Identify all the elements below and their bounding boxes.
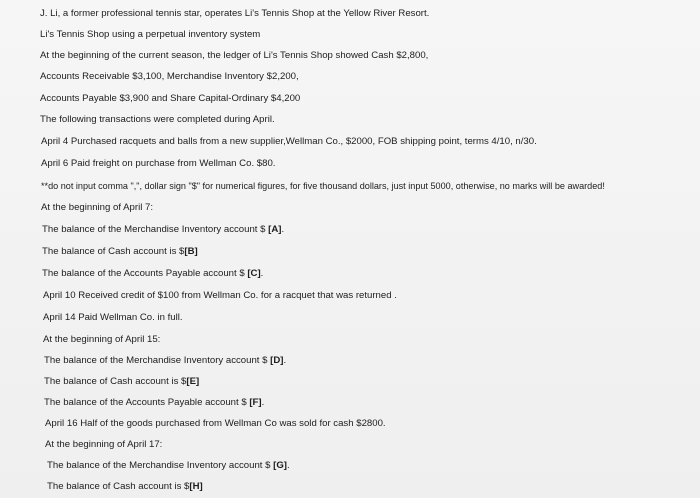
question-h: The balance of Cash account is $[H]	[47, 481, 203, 492]
april-17-heading: At the beginning of April 17:	[45, 439, 163, 450]
question-g: The balance of the Merchandise Inventory account $ [G].	[47, 460, 290, 471]
intro-line: J. Li, a former professional tennis star, operates Li's Tennis Shop at the Yellow River Resort.	[40, 8, 430, 19]
question-e: The balance of Cash account is $[E]	[44, 376, 200, 387]
april-7-heading: At the beginning of April 7:	[41, 202, 154, 213]
system-line: Li's Tennis Shop using a perpetual inventory system	[40, 29, 261, 40]
ledger-line-1: At the beginning of the current season, the ledger of Li's Tennis Shop showed Cash $2,800,	[40, 50, 429, 61]
question-c: The balance of the Accounts Payable account $ [C].	[42, 268, 264, 279]
ledger-line-3: Accounts Payable $3,900 and Share Capital-Ordinary $4,200	[40, 93, 301, 104]
answer-blank-d[interactable]: [D]	[270, 355, 284, 366]
transaction-april-14: April 14 Paid Wellman Co. in full.	[43, 312, 183, 323]
question-b: The balance of Cash account is $[B]	[42, 246, 198, 257]
answer-blank-h[interactable]: [H]	[189, 481, 203, 492]
answer-blank-c[interactable]: [C]	[247, 268, 261, 279]
question-d: The balance of the Merchandise Inventory account $ [D].	[44, 355, 287, 366]
answer-blank-g[interactable]: [G]	[273, 460, 287, 471]
transaction-april-6: April 6 Paid freight on purchase from Wellman Co. $80.	[41, 158, 276, 169]
question-f: The balance of the Accounts Payable account $ [F].	[44, 397, 265, 408]
ledger-line-2: Accounts Receivable $3,100, Merchandise Inventory $2,200,	[40, 71, 299, 82]
transactions-heading: The following transactions were completed during April.	[40, 114, 275, 125]
answer-blank-a[interactable]: [A]	[268, 224, 282, 235]
input-instruction-note: **do not input comma ",", dollar sign "$" for numerical figures, for five thousand dollars, just input 5000, otherwise, no marks will be awarded!	[41, 181, 605, 191]
question-a: The balance of the Merchandise Inventory account $ [A].	[42, 224, 285, 235]
answer-blank-f[interactable]: [F]	[249, 397, 262, 408]
transaction-april-16: April 16 Half of the goods purchased from Wellman Co was sold for cash $2800.	[45, 418, 386, 429]
answer-blank-e[interactable]: [E]	[186, 376, 200, 387]
answer-blank-b[interactable]: [B]	[184, 246, 198, 257]
transaction-april-4: April 4 Purchased racquets and balls from a new supplier,Wellman Co., $2000, FOB shipping point, terms 4/10, n/30.	[41, 136, 537, 147]
april-15-heading: At the beginning of April 15:	[43, 334, 161, 345]
transaction-april-10: April 10 Received credit of $100 from Wellman Co. for a racquet that was returned .	[43, 290, 397, 301]
